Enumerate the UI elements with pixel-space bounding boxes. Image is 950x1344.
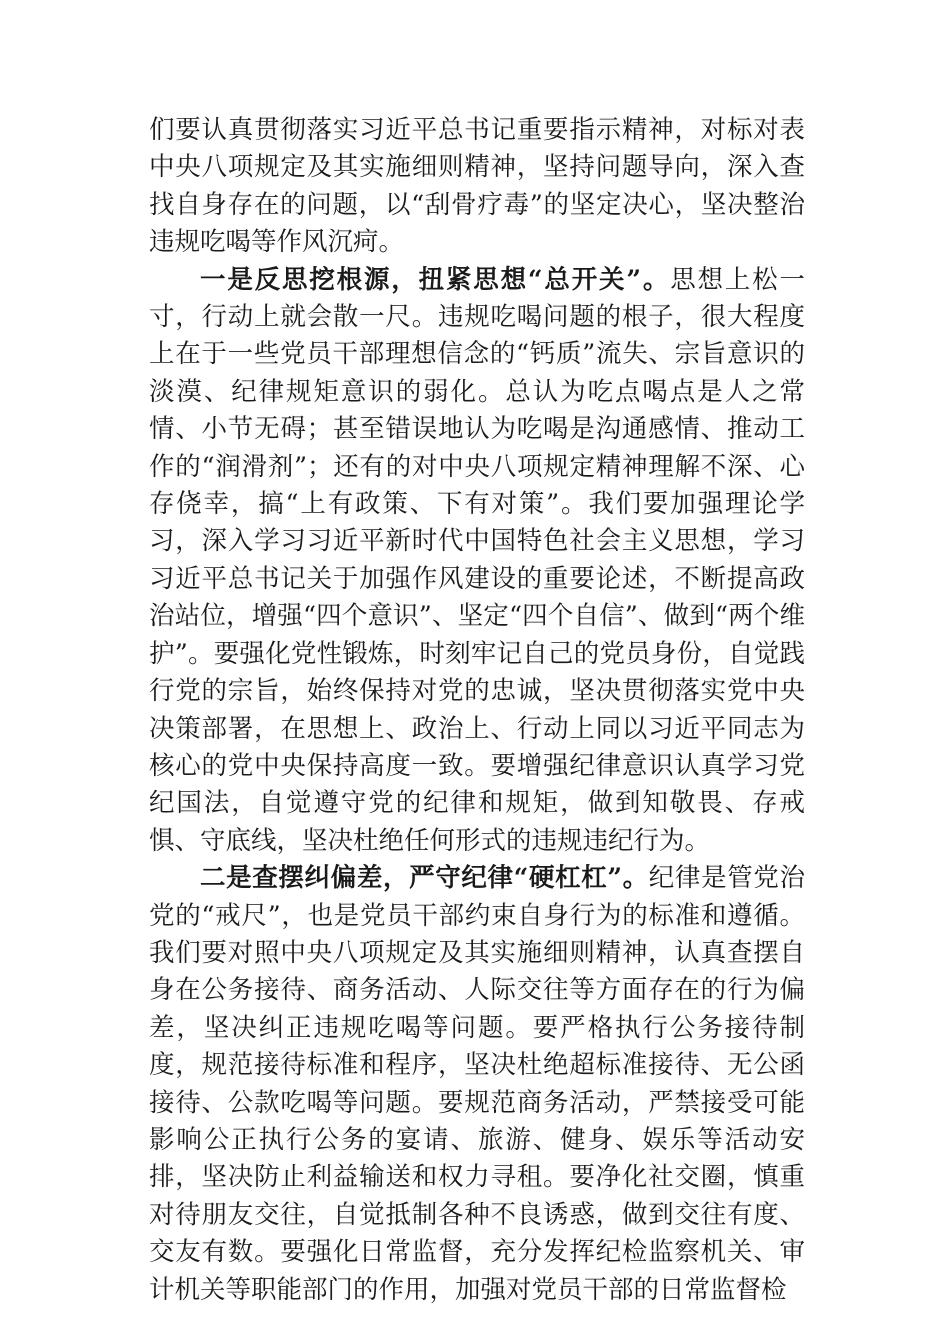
- paragraph-heading: 一是反思挖根源，扭紧思想“总开关”。: [200, 264, 671, 295]
- paragraph-body: 们要认真贯彻落实习近平总书记重要指示精神，对标对表中央八项规定及其实施细则精神，坚持问题导向，深入查找自身存在的问题，以“刮骨疗毒”的坚定决心，坚决整治违规吃喝等作风沉疴。: [149, 115, 805, 258]
- paragraph-body: 纪律是管党治党的“戒尺”，也是党员干部约束自身行为的标准和遵循。我们要对照中央八项规定及其实施细则精神，认真查摆自身在公务接待、商务活动、人际交往等方面存在的行为偏差，坚决纠正违规吃喝等问题。要严格执行公务接待制度，规范接待标准和程序，坚决杜绝超标准接待、无公函接待、公款吃喝等问题。要规范商务活动，严禁接受可能影响公正执行公务的宴请、旅游、健身、娱乐等活动安排，坚决防止利益输送和权力寻租。要净化社交圈，慎重对待朋友交往，自觉抵制各种不良诱惑，做到交往有度、交友有数。要强化日常监督，充分发挥纪检监察机关、审计机关等职能部门的作用，加强对党员干部的日常监督检: [149, 863, 805, 1305]
- paragraph-continuation: [149, 112, 805, 262]
- paragraph-reflect-roots: [149, 262, 805, 861]
- paragraph-check-deviations: [149, 860, 805, 1309]
- paragraph-body: 思想上松一寸，行动上就会散一尺。违规吃喝问题的根子，很大程度上在于一些党员干部理想信念的“钙质”流失、宗旨意识的淡漠、纪律规矩意识的弱化。总认为吃点喝点是人之常情、小节无碍；甚至错误地认为吃喝是沟通感情、推动工作的“润滑剂”；还有的对中央八项规定精神理解不深、心存侥幸，搞“上有政策、下有对策”。我们要加强理论学习，深入学习习近平新时代中国特色社会主义思想，学习习近平总书记关于加强作风建设的重要论述，不断提高政治站位，增强“四个意识”、坚定“四个自信”、做到“两个维护”。要强化党性锻炼，时刻牢记自己的党员身份，自觉践行党的宗旨，始终保持对党的忠诚，坚决贯彻落实党中央决策部署，在思想上、政治上、行动上同以习近平同志为核心的党中央保持高度一致。要增强纪律意识认真学习党纪国法，自觉遵守党的纪律和规矩，做到知敬畏、存戒惧、守底线，坚决杜绝任何形式的违规违纪行为。: [149, 264, 805, 856]
- paragraph-heading: 二是查摆纠偏差，严守纪律“硬杠杠”。: [200, 863, 649, 894]
- document-page: [149, 112, 805, 1309]
